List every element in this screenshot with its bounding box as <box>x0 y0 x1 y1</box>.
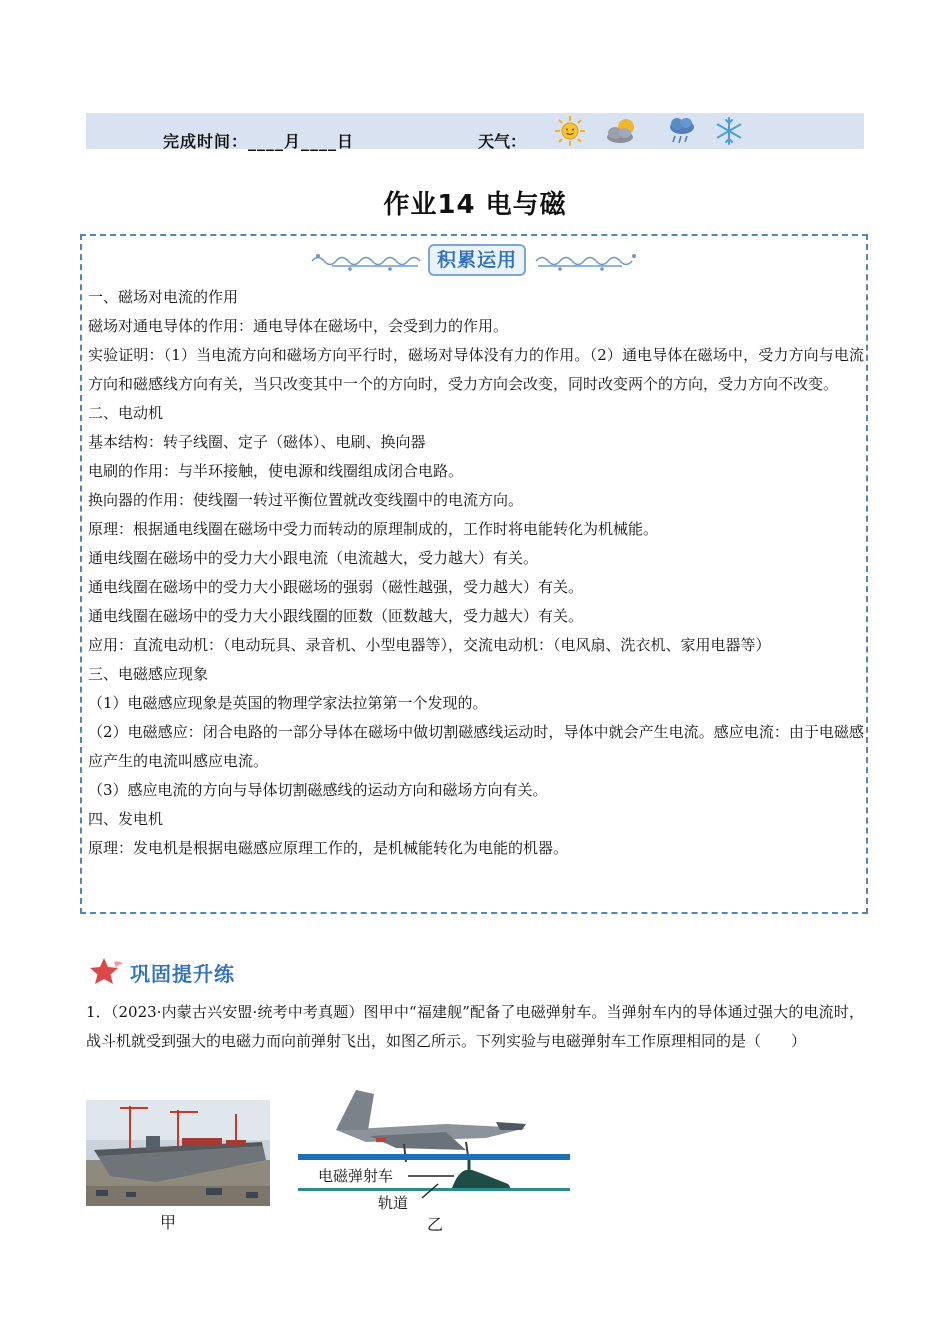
summary-paragraph: （1）电磁感应现象是英国的物理学家法拉第第一个发现的。 <box>88 694 488 712</box>
fighter-jet-icon <box>336 1090 526 1162</box>
star-icon <box>90 956 124 986</box>
summary-paragraph: 电刷的作用：与半环接触，使电源和线圈组成闭合电路。 <box>88 462 464 480</box>
summary-paragraph: 磁场对通电导体的作用：通电导体在磁场中，会受到力的作用。 <box>88 317 509 335</box>
summary-paragraph: 原理：发电机是根据电磁感应原理工作的，是机械能转化为电能的机器。 <box>88 839 569 857</box>
page-title: 作业14 电与磁 <box>383 190 567 220</box>
track-label: 轨道 <box>378 1194 409 1212</box>
figure-b-caption: 乙 <box>427 1215 444 1234</box>
figure-a-caption: 甲 <box>160 1213 177 1232</box>
snowflake-icon <box>714 116 744 146</box>
summary-paragraph: 通电线圈在磁场中的受力大小跟电流（电流越大，受力越大）有关。 <box>88 549 539 567</box>
summary-paragraph: 应用：直流电动机：（电动玩具、录音机、小型电器等），交流电动机：（电风扇、洗衣机、家用电器等） <box>88 636 771 654</box>
summary-paragraph: 换向器的作用：使线圈一转过平衡位置就改变线圈中的电流方向。 <box>88 491 524 509</box>
summary-paragraph: 一、磁场对电流的作用 <box>88 288 239 306</box>
catapult-car-label: 电磁弹射车 <box>318 1167 394 1185</box>
summary-paragraph: 基本结构：转子线圈、定子（磁体）、电刷、换向器 <box>88 433 426 451</box>
weather-label: 天气： <box>478 132 527 151</box>
summary-paragraph: 通电线圈在磁场中的受力大小跟磁场的强弱（磁性越强，受力越大）有关。 <box>88 578 584 596</box>
badge-decoration <box>310 242 640 278</box>
summary-paragraph: （3）感应电流的方向与导体切割磁感线的运动方向和磁场方向有关。 <box>88 781 548 799</box>
summary-badge: 积累运用 <box>428 244 526 276</box>
summary-paragraph: 通电线圈在磁场中的受力大小跟线圈的匝数（匝数越大，受力越大）有关。 <box>88 607 584 625</box>
sun-icon <box>553 114 587 148</box>
catapult-car-shape <box>452 1170 510 1190</box>
aircraft-carrier-photo <box>86 1100 270 1206</box>
summary-paragraph: 原理：根据通电线圈在磁场中受力而转动的原理制成的，工作时将电能转化为机械能。 <box>88 520 659 538</box>
summary-paragraph: （2）电磁感应：闭合电路的一部分导体在磁场中做切割磁感线运动时，导体中就会产生电流。感应电流：由于电磁感应产生的电流叫感应电流。 <box>88 723 864 770</box>
header-band <box>86 113 864 149</box>
summary-content <box>88 283 864 863</box>
partly-cloudy-icon <box>604 116 642 146</box>
upper-track-line <box>298 1154 570 1160</box>
summary-paragraph: 二、电动机 <box>88 404 164 422</box>
practice-heading-label: 巩固提升练 <box>130 962 235 986</box>
summary-paragraph: 实验证明：（1）当电流方向和磁场方向平行时，磁场对导体没有力的作用。（2）通电导体在磁场中，受力方向与电流方向和磁感线方向有关，当只改变其中一个的方向时，受力方向会改变，同时改变两个的方向，受力方向不改变。 <box>88 346 864 393</box>
summary-box <box>80 234 868 914</box>
lower-track-line <box>298 1188 570 1191</box>
catapult-diagram <box>296 1084 572 1220</box>
summary-paragraph: 四、发电机 <box>88 810 164 828</box>
question-text: 1．（2023·内蒙古兴安盟·统考中考真题）图甲中“福建舰”配备了电磁弹射车。当弹射车内的导体通过强大的电流时，战斗机就受到强大的电磁力而向前弹射飞出，如图乙所示。下列实验与电磁弹射车工作原理相同的是（ ） <box>86 1003 864 1050</box>
completion-time-label: 完成时间：____月____日 <box>163 132 355 151</box>
rain-cloud-icon <box>666 115 698 147</box>
summary-paragraph: 三、电磁感应现象 <box>88 665 209 683</box>
